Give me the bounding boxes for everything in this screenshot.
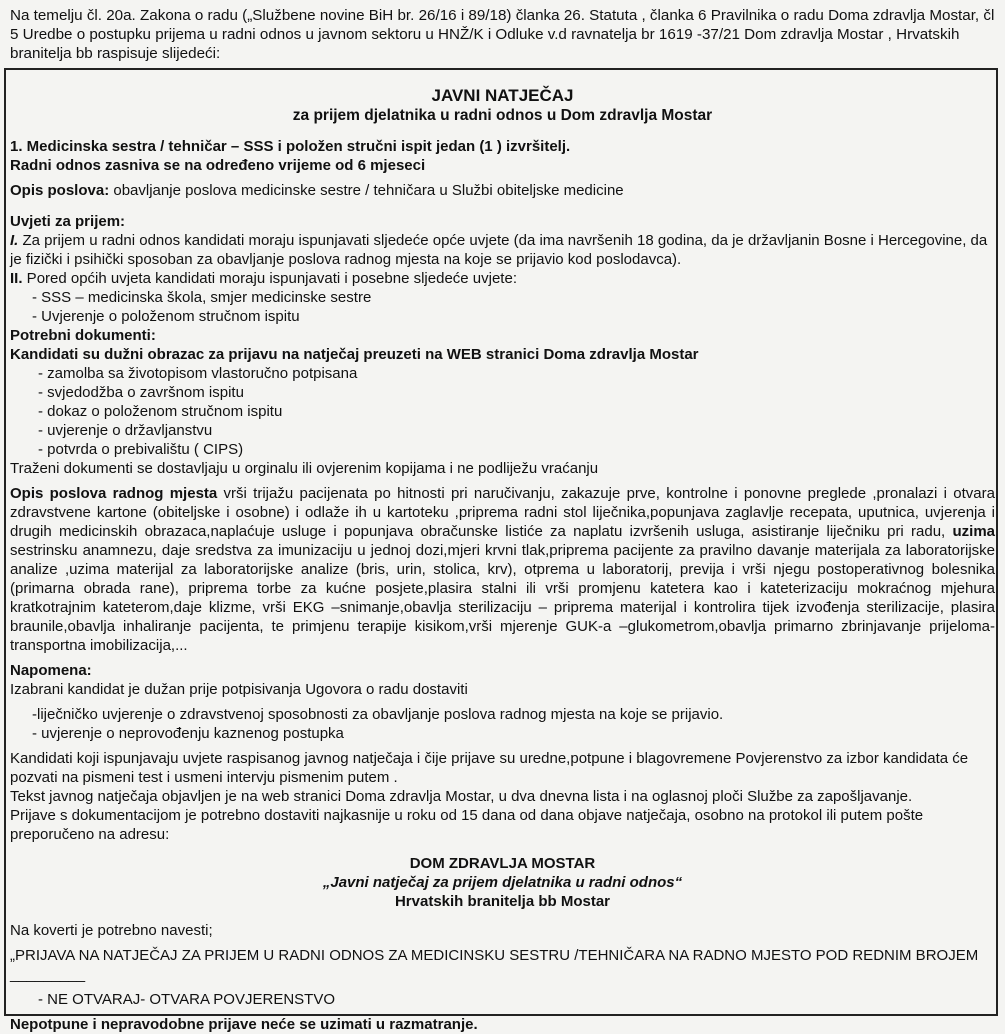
job-description xyxy=(10,181,995,200)
documents-instruction: Kandidati su dužni obrazac za prijavu na natječaj preuzeti na WEB stranici Doma zdravlja Mostar xyxy=(10,346,699,363)
job-description-label: Opis poslova: xyxy=(10,182,110,199)
paragraph-publication: Tekst javnog natječaja objavljen je na web stranici Doma zdravlja Mostar, u dva dnevna lista i na oglasnoj ploči Službe za zapošljavanje. xyxy=(10,788,913,805)
list-item: - Uvjerenje o položenom stručnom ispitu xyxy=(32,308,300,325)
envelope-instruction: Na koverti je potrebno navesti; xyxy=(10,922,213,939)
list-item: - potvrda o prebivalištu ( CIPS) xyxy=(38,441,244,458)
notice-content xyxy=(10,80,995,1034)
documents-note: Traženi dokumenti se dostavljaju u orginalu ili ovjerenim kopijama i ne podliježu vraćanju xyxy=(10,460,599,477)
address-line-3: Hrvatskih branitelja bb Mostar xyxy=(394,893,611,910)
address-line-2: „Javni natječaj za prijem djelatnika u radni odnos“ xyxy=(322,874,683,891)
workplace-description-bold: uzima xyxy=(952,523,995,540)
remark-heading: Napomena: xyxy=(10,662,92,679)
workplace-description-label: Opis poslova radnog mjesta xyxy=(10,485,218,502)
list-item: - svjedodžba o završnom ispitu xyxy=(38,384,244,401)
intro-paragraph: Na temelju čl. 20a. Zakona o radu („Službene novine BiH br. 26/16 i 89/18) članka 26. Statuta , članka 6 Pravilnika o radu Doma zdravlja Mostar, čl 5 Uredbe o postupku prijema u radni odnos u javnom sektoru u HNŽ/K i Odluke v.d ravnatelja br 1619 -37/21 Dom zdravlja Mostar , Hrvatskih branitelja bb raspisuje slijedeći: xyxy=(10,7,995,62)
do-not-open: - NE OTVARAJ- OTVARA POVJERENSTVO xyxy=(38,991,335,1008)
remark-text: Izabrani kandidat je dužan prije potpisivanja Ugovora o radu dostaviti xyxy=(10,681,468,698)
paragraph-selection: Kandidati koji ispunjavaju uvjete raspisanog javnog natječaja i čije prijave su uredne,potpune i blagovremene Povjerenstvo za izbor kandidata će pozvati na pismeni test i usmeni intervju pismenim putem . xyxy=(10,750,969,786)
list-item: - uvjerenje o državljanstvu xyxy=(38,422,213,439)
workplace-description-text-1: vrši trijažu pacijenata po hitnosti pri naručivanju, zakazuje prve, kontrolne i ponovne preglede ,pronalazi i otvara zdravstvene kartone (obiteljske i osobne) i odlaže ih u kartoteku ,priprema radni stol liječnika,popunjava zaglavlje recepata, uputnica, uvjerenja i drugih medicinskih obrazaca,naplaćuje usluge i popunjava obračunske listiće za naplatu izvršenih usluga, asistiranje liječniku pri radu, xyxy=(10,485,995,540)
notice-title: JAVNI NATJEČAJ xyxy=(431,86,574,105)
position-line-1: 1. Medicinska sestra / tehničar – SSS i položen stručni ispit jedan (1 ) izvršitelj. xyxy=(10,138,571,155)
envelope-text: „PRIJAVA NA NATJEČAJ ZA PRIJEM U RADNI ODNOS ZA MEDICINSKU SESTRU /TEHNIČARA NA RADNO MJESTO POD REDNIM BROJEM _________ xyxy=(10,947,979,983)
job-description-text: obavljanje poslova medicinske sestre / tehničara u Službi obiteljske medicine xyxy=(109,182,624,199)
list-item: - dokaz o položenom stručnom ispitu xyxy=(38,403,283,420)
workplace-description-text-2: sestrinsku anamnezu, daje sredstva za imunizaciju u jednoj dozi,mjeri krvni tlak,priprema pacijente za pravilno davanje materijala za laboratorijske analize ,uzima materijal za laboratorijske analize (bris, urin, stolica, krv), otprema u laboratorij, previja i vrši njegu postoperativnog bolesnika (primarna obrada rane), priprema torbe za kućne posjete,plasira stalni ili vrši promjenu katetera kao i kateterizaciju mokraćnog mjehura kratkotrajnim kateterom,daje klizme, vrši EKG –snimanje,obavlja sterilizaciju – priprema materijal i kontrolira tijek izvođenja sterilizacije, plasira braunile,obavlja inhaliranje pacijenta, te primjenu terapije kisikom,vrši mjerenje GUK-a –glukometrom,obavlja primarno zbrinjavanje prijeloma-transportna imobilizacija,... xyxy=(10,542,995,654)
address-line-1: DOM ZDRAVLJA MOSTAR xyxy=(409,855,596,872)
list-item: - SSS – medicinska škola, smjer medicinske sestre xyxy=(32,289,372,306)
list-item: - zamolba sa životopisom vlastoručno potpisana xyxy=(38,365,358,382)
conditions-general-num: I. xyxy=(10,232,19,249)
list-item: - uvjerenje o neprovođenju kaznenog postupka xyxy=(32,725,344,742)
paragraph-submission: Prijave s dokumentacijom je potrebno dostaviti najkasnije u roku od 15 dana od dana objave natječaja, osobno na protokol ili putem pošte preporučeno na adresu: xyxy=(10,807,924,843)
position-line-2: Radni odnos zasniva se na određeno vrijeme od 6 mjeseci xyxy=(10,157,426,174)
conditions-special xyxy=(10,269,995,288)
conditions-special-num: II. xyxy=(10,270,23,287)
documents-heading: Potrebni dokumenti: xyxy=(10,327,156,344)
conditions-special-text: Pored općih uvjeta kandidati moraju ispunjavati i posebne sljedeće uvjete: xyxy=(22,270,517,287)
final-note: Nepotpune i nepravodobne prijave neće se uzimati u razmatranje. xyxy=(10,1016,478,1033)
list-item: -liječničko uvjerenje o zdravstvenoj sposobnosti za obavljanje poslova radnog mjesta na koje se prijavio. xyxy=(32,706,724,723)
conditions-heading: Uvjeti za prijem: xyxy=(10,213,126,230)
conditions-general-text: Za prijem u radni odnos kandidati moraju ispunjavati sljedeće opće uvjete (da ima navršenih 18 godina, da je državljanin Bosne i Hercegovine, da je fizički i psihički sposoban za obavljanje poslova radnog mjesta na koje se prijavio kod poslodavca). xyxy=(10,232,988,268)
workplace-description xyxy=(10,484,995,655)
notice-subtitle: za prijem djelatnika u radni odnos u Dom zdravlja Mostar xyxy=(292,107,713,124)
conditions-general xyxy=(10,231,995,269)
